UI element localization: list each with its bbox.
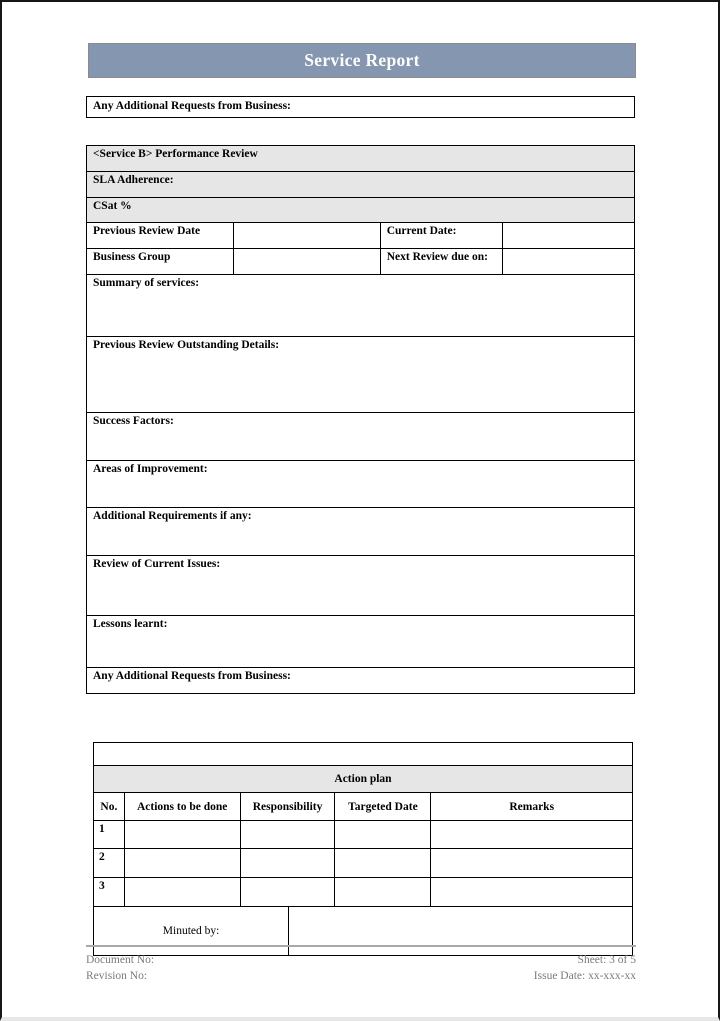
next-review-due-label: Next Review due on: — [380, 249, 502, 275]
table-row — [87, 616, 635, 668]
column-header-no: No. — [94, 793, 125, 821]
row-1-action-cell[interactable] — [124, 821, 240, 849]
table-row — [94, 821, 633, 849]
table-row — [87, 172, 635, 198]
business-group-label: Business Group — [87, 249, 234, 275]
previous-review-date-value[interactable] — [234, 223, 380, 249]
table-row — [87, 223, 635, 249]
action-plan-table — [93, 742, 633, 907]
table-row — [87, 198, 635, 223]
additional-requests-top-box[interactable] — [86, 96, 635, 118]
column-header-remarks: Remarks — [431, 793, 633, 821]
document-no-label: Document No: — [86, 954, 155, 966]
current-date-value[interactable] — [502, 223, 634, 249]
page-title — [88, 43, 636, 78]
page-title-text: Service Report — [304, 50, 420, 70]
table-row — [87, 337, 635, 413]
previous-review-date-label: Previous Review Date — [87, 223, 234, 249]
table-row — [94, 849, 633, 878]
action-plan-spacer-cell — [94, 743, 633, 766]
lessons-learnt-cell[interactable]: Lessons learnt: — [87, 616, 635, 668]
current-date-label: Current Date: — [380, 223, 502, 249]
table-row — [87, 413, 635, 461]
row-2-targeted-date-cell[interactable] — [335, 849, 431, 878]
table-row — [94, 743, 633, 766]
table-row — [94, 878, 633, 907]
sla-adherence-label[interactable]: SLA Adherence: — [87, 172, 635, 198]
row-1-number: 1 — [94, 821, 125, 849]
sheet-label: Sheet: 3 of 5 — [577, 954, 636, 966]
table-row — [87, 461, 635, 508]
table-row — [87, 508, 635, 556]
row-2-remarks-cell[interactable] — [431, 849, 633, 878]
success-factors-cell[interactable]: Success Factors: — [87, 413, 635, 461]
review-table-header: <Service B> Performance Review — [87, 146, 635, 172]
additional-requirements-cell[interactable]: Additional Requirements if any: — [87, 508, 635, 556]
summary-of-services-cell[interactable]: Summary of services: — [87, 275, 635, 337]
row-2-number: 2 — [94, 849, 125, 878]
revision-no-label: Revision No: — [86, 970, 148, 982]
table-row — [94, 766, 633, 793]
business-group-value[interactable] — [234, 249, 380, 275]
column-header-actions: Actions to be done — [124, 793, 240, 821]
table-row — [87, 275, 635, 337]
minuted-by-label: Minuted by: — [94, 907, 289, 956]
table-row — [87, 146, 635, 172]
table-row — [87, 249, 635, 275]
row-1-remarks-cell[interactable] — [431, 821, 633, 849]
row-3-number: 3 — [94, 878, 125, 907]
row-1-responsibility-cell[interactable] — [240, 821, 335, 849]
issue-date-label: Issue Date: xx-xxx-xx — [533, 970, 636, 982]
row-3-responsibility-cell[interactable] — [240, 878, 335, 907]
row-3-remarks-cell[interactable] — [431, 878, 633, 907]
row-2-action-cell[interactable] — [124, 849, 240, 878]
additional-requests-bottom-cell[interactable]: Any Additional Requests from Business: — [87, 668, 635, 694]
next-review-due-value[interactable] — [502, 249, 634, 275]
performance-review-table — [86, 145, 635, 694]
column-header-responsibility: Responsibility — [240, 793, 335, 821]
row-1-targeted-date-cell[interactable] — [335, 821, 431, 849]
row-2-responsibility-cell[interactable] — [240, 849, 335, 878]
row-3-targeted-date-cell[interactable] — [335, 878, 431, 907]
table-row — [87, 668, 635, 694]
previous-review-outstanding-cell[interactable]: Previous Review Outstanding Details: — [87, 337, 635, 413]
table-row — [94, 793, 633, 821]
csat-label[interactable]: CSat % — [87, 198, 635, 223]
column-header-targeted-date: Targeted Date — [335, 793, 431, 821]
areas-of-improvement-cell[interactable]: Areas of Improvement: — [87, 461, 635, 508]
action-plan-title: Action plan — [94, 766, 633, 793]
review-of-current-issues-cell[interactable]: Review of Current Issues: — [87, 556, 635, 616]
page-footer — [86, 945, 636, 984]
table-row — [87, 556, 635, 616]
row-3-action-cell[interactable] — [124, 878, 240, 907]
additional-requests-top-label: Any Additional Requests from Business: — [93, 100, 291, 112]
